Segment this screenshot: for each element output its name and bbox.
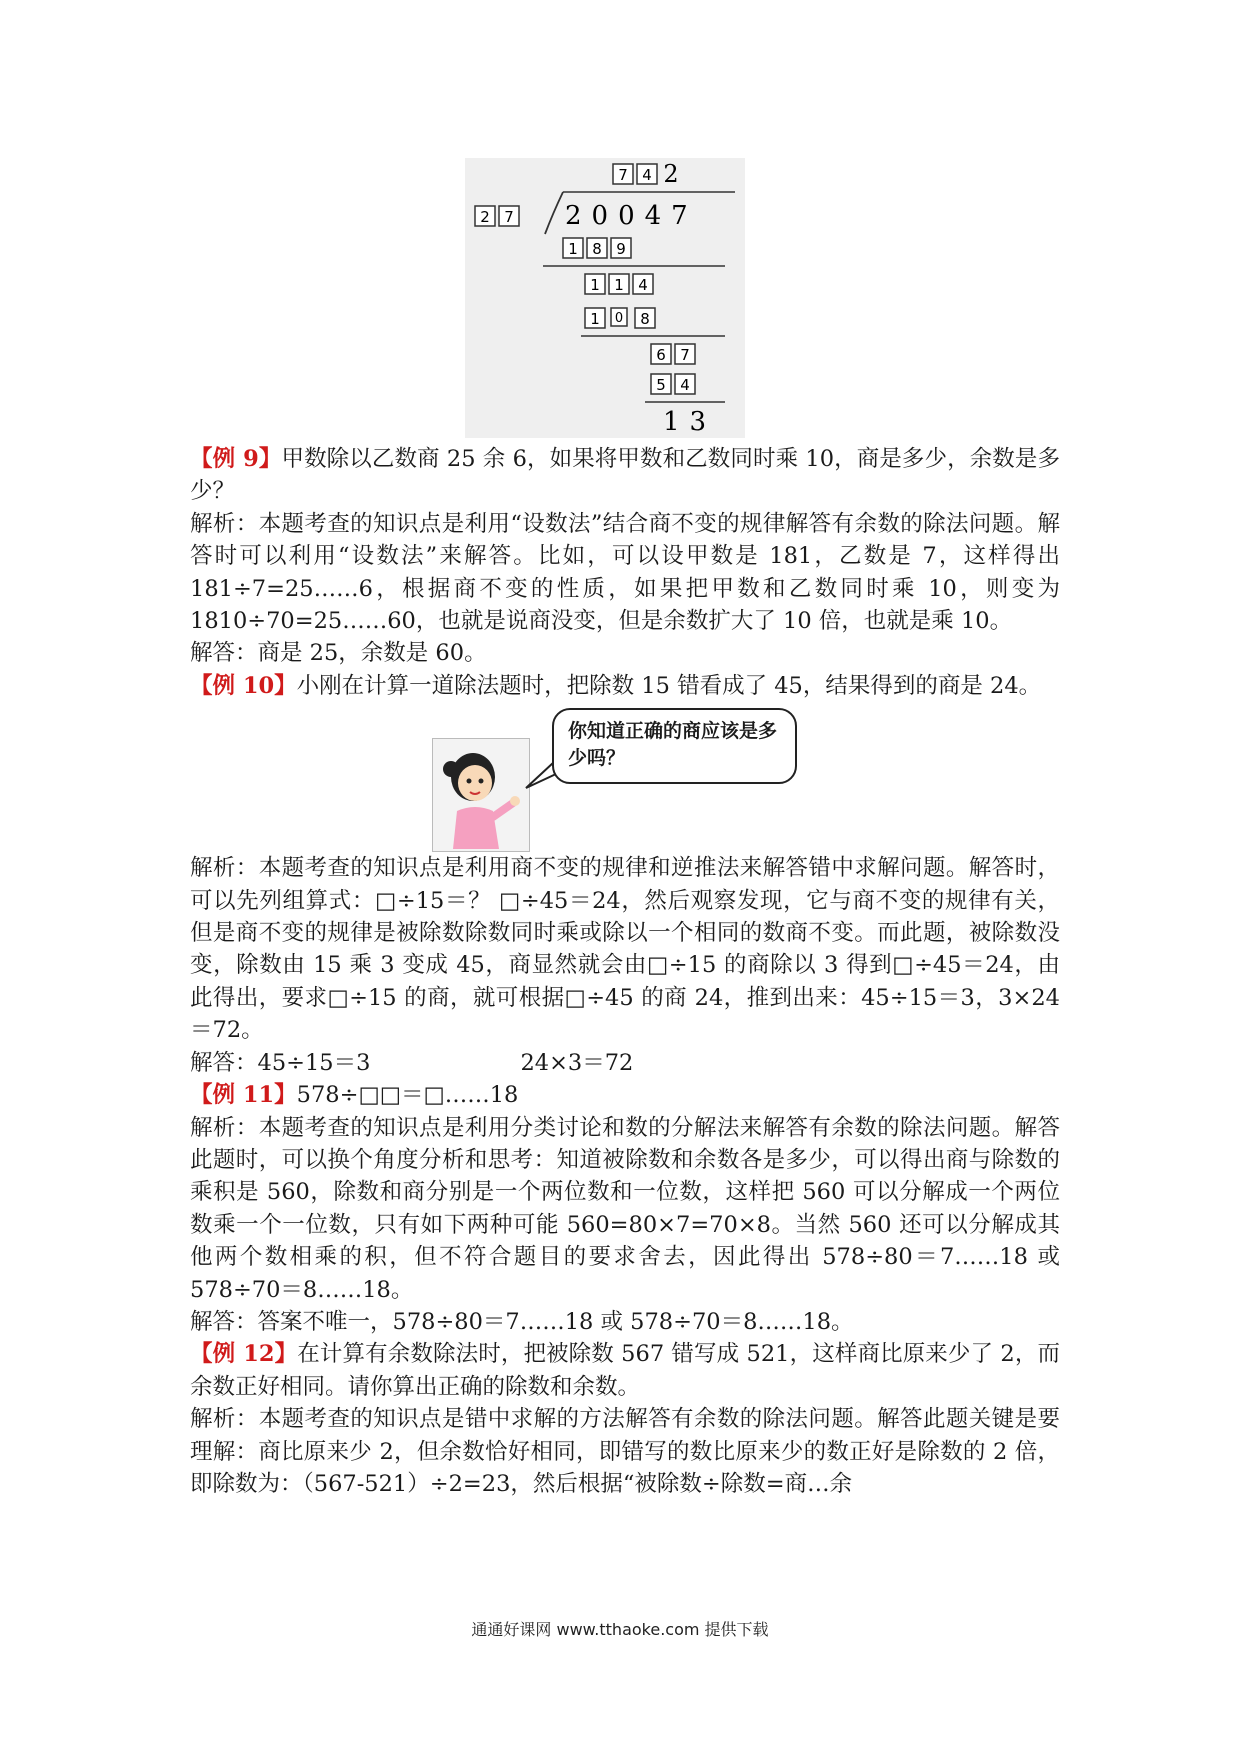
example11-question-text: 578÷□□＝□……18 xyxy=(296,1082,519,1109)
example12-question-text: 在计算有余数除法时，把被除数 567 错写成 521，这样商比原来少了 2，而余数正好相同。请你算出正确的除数和余数。 xyxy=(190,1341,1060,1400)
remainder: 13 xyxy=(663,407,717,437)
step2-digit-2: 1 xyxy=(614,276,624,294)
example11-question xyxy=(190,1079,1060,1111)
example9-question xyxy=(190,443,1060,508)
long-division-figure xyxy=(465,158,745,438)
example11-label: 【例 11】 xyxy=(190,1082,297,1109)
example10-question xyxy=(190,670,1060,702)
girl-illustration-area xyxy=(190,702,1060,852)
example10-answer-part1: 解答：45÷15＝3 xyxy=(190,1049,371,1076)
step1-digit-2: 8 xyxy=(592,240,602,258)
example9-question-text: 甲数除以乙数商 25 余 6，如果将甲数和乙数同时乘 10，商是多少，余数是多少？ xyxy=(190,446,1060,505)
example9-answer: 解答：商是 25，余数是 60。 xyxy=(190,640,487,667)
step5-digit-1: 5 xyxy=(656,376,666,394)
example10-label: 【例 10】 xyxy=(190,672,297,699)
example12-label: 【例 12】 xyxy=(190,1341,298,1368)
page-footer: 通通好课网 www.tthaoke.com 提供下载 xyxy=(471,1620,769,1639)
step3-digit-2: 0 xyxy=(614,311,624,326)
divisor-digit-2: 7 xyxy=(504,208,514,226)
document-body xyxy=(190,443,1060,1500)
step4-digit-1: 6 xyxy=(656,346,666,364)
step2-digit-1: 1 xyxy=(590,276,600,294)
speech-bubble: 你知道正确的商应该是多少吗？ xyxy=(552,708,797,784)
example9-label: 【例 9】 xyxy=(190,446,282,472)
step4-digit-2: 7 xyxy=(680,346,690,364)
example9-analysis: 解析：本题考查的知识点是利用“设数法”结合商不变的规律解答有余数的除法问题。解答时可以利用“设数法”来解答。比如，可以设甲数是 181，乙数是 7，这样得出 181÷7=25……6，根据商不变的性质，如果把甲数和乙数同时乘 10，则变为 1810÷70=25……60，也就是说商没变，但是余数扩大了 10 倍，也就是乘 10。 xyxy=(190,510,1060,635)
example12-question xyxy=(190,1338,1060,1403)
divisor-digit-1: 2 xyxy=(480,208,490,226)
step1-digit-3: 9 xyxy=(616,240,626,258)
example11-analysis: 解析：本题考查的知识点是利用分类讨论和数的分解法来解答有余数的除法问题。解答此题时，可以换个角度分析和思考：知道被除数和余数各是多少，可以得出商与除数的乘积是 560，除数和商分别是一个两位数和一位数，这样把 560 可以分解成一个两位数乘一个一位数，只有如下两种可能 560=80×7=70×8。当然 560 还可以分解成其他两个数相乘的积，但不符合题目的要求舍去，因此得出 578÷80＝7……18 或 578÷70＝8……18。 xyxy=(190,1114,1060,1303)
example10-answer xyxy=(190,1047,1060,1079)
step3-digit-1: 1 xyxy=(590,310,600,328)
example10-analysis: 解析：本题考查的知识点是利用商不变的规律和逆推法来解答错中求解问题。解答时，可以先列组算式：□÷15＝？ □÷45＝24，然后观察发现，它与商不变的规律有关，但是商不变的规律是被除数除数同时乘或除以一个相同的数商不变。而此题，被除数没变，除数由 15 乘 3 变成 45，商显然就会由□÷15 的商除以 3 得到□÷45＝24，由此得出，要求□÷15 的商，就可根据□÷45 的商 24，推到出来：45÷15＝3，3×24＝72。 xyxy=(190,855,1060,1044)
example10-question-text: 小刚在计算一道除法题时，把除数 15 错看成了 45，结果得到的商是 24。 xyxy=(296,672,1042,699)
example12-analysis: 解析：本题考查的知识点是错中求解的方法解答有余数的除法问题。解答此题关键是要理解：商比原来少 2，但余数恰好相同，即错写的数比原来少的数正好是除数的 2 倍，即除数为：（567-521）÷2=23，然后根据“被除数÷除数=商…余 xyxy=(190,1406,1060,1497)
quotient-digit-2: 4 xyxy=(642,166,652,184)
example11-answer: 解答：答案不唯一，578÷80＝7……18 或 578÷70＝8……18。 xyxy=(190,1308,854,1335)
step3-digit-3: 8 xyxy=(640,310,650,328)
step2-digit-3: 4 xyxy=(638,276,648,294)
example10-answer-part2: 24×3＝72 xyxy=(520,1049,634,1076)
dividend: 20047 xyxy=(565,201,698,231)
step1-digit-1: 1 xyxy=(568,240,578,258)
quotient-digit-3: 2 xyxy=(663,160,679,188)
quotient-digit-1: 7 xyxy=(618,166,628,184)
step5-digit-2: 4 xyxy=(680,376,690,394)
girl-illustration xyxy=(432,738,530,852)
